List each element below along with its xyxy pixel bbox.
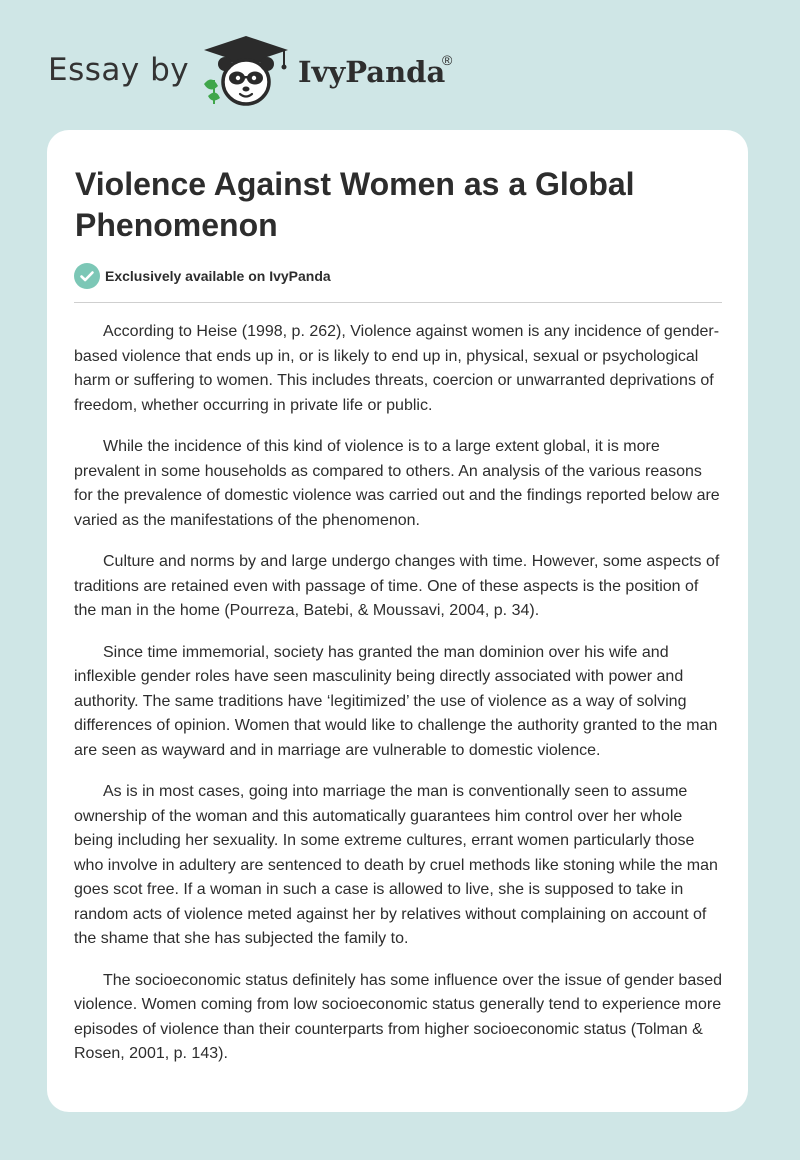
panda-logo-icon[interactable] [198, 34, 294, 110]
site-header [0, 0, 800, 130]
brand-name[interactable]: IvyPanda [298, 55, 446, 89]
essay-card [47, 130, 748, 1112]
essay-by-label: Essay by [48, 52, 190, 88]
essay-title: Violence Against Women as a Global Phenomenon [75, 166, 635, 243]
paragraph: Since time immemorial, society has granted the man dominion over his wife and inflexible gender roles have seen masculinity being directly associated with power and authority. The same traditions have ‘legitimized’ the use of violence as a way of solving differences of opinion. Women that would like to challenge the authority granted to the man are seen as wayward and in marriage are vulnerable to domestic violence. [74, 643, 718, 759]
exclusive-badge-label: Exclusively available on IvyPanda [105, 268, 331, 284]
paragraph: The socioeconomic status definitely has some influence over the issue of gender based violence. Women coming from low socioeconomic status generally tend to experience more episodes of violence than their counterparts from higher socioeconomic status (Tolman & Rosen, 2001, p. 143). [74, 971, 723, 1062]
registered-mark: ® [442, 52, 453, 68]
paragraph: According to Heise (1998, p. 262), Violence against women is any incidence of gender-based violence that ends up in, or is likely to end up in, physical, sexual or psychological harm or suffering to women. This includes threats, coercion or unwarranted deprivations of freedom, whether occurring in private life or public. [74, 323, 720, 414]
paragraph: As is in most cases, going into marriage the man is conventionally seen to assume ownership of the woman and this automatically guarantees him control over her whole being including her sexuality. In some extreme cultures, errant women particularly those who involve in adultery are sentenced to death by cruel methods like stoning while the man goes scot free. If a woman in such a case is allowed to live, she is supposed to take in random acts of violence meted against her by relatives without complaining on account of the shame that she has subjected the family to. [74, 783, 718, 947]
check-circle-icon [74, 263, 100, 289]
paragraph: Culture and norms by and large undergo changes with time. However, some aspects of traditions are retained even with passage of time. One of these aspects is the position of the man in the home (Pourreza, Batebi, & Moussavi, 2004, p. 34). [74, 553, 720, 619]
paragraph: While the incidence of this kind of violence is to a large extent global, it is more prevalent in some households as compared to others. An analysis of the various reasons for the prevalence of domestic violence was carried out and the findings reported below are varied as the manifestations of the phenomenon. [74, 438, 720, 529]
essay-body [74, 320, 724, 1084]
exclusive-badge [74, 263, 331, 289]
divider [74, 302, 722, 303]
